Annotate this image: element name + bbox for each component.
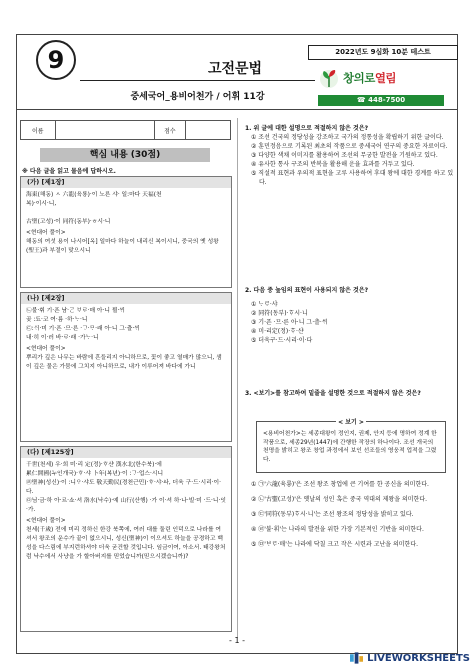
phone-banner: ☎ 448-7500 bbox=[318, 95, 444, 106]
brand-name bbox=[343, 70, 396, 86]
brand-name-b: 열림 bbox=[374, 71, 397, 85]
test-number: 9 bbox=[47, 46, 65, 74]
answer-choice[interactable]: ① ㉠'六龍(육룡)'은 조선 왕조 창업에 큰 기여를 한 공신을 의미한다. bbox=[251, 481, 429, 488]
note-label: <현대어 풀이> bbox=[26, 230, 66, 236]
answer-choice[interactable]: ⑤ ㉤'ᄇᆞᄅᆞ·매'는 나라에 닥칠 크고 작은 시련과 고난을 의미한다. bbox=[251, 541, 419, 548]
answer-choice[interactable]: ⑤ 더욱구·드·시리·이·다 bbox=[251, 337, 313, 344]
question-3-heading bbox=[245, 389, 457, 398]
answer-choice[interactable]: ④ 유사한 통사 구조의 반복을 활용해 운율 효과를 거두고 있다. bbox=[251, 161, 415, 168]
answer-choice[interactable]: ⑤ 직설적 표현과 우의적 표현을 고루 사용하여 후대 왕에 대한 경계를 하고 있다. bbox=[251, 170, 454, 186]
question-1-title: 1. 위 글에 대한 설명으로 적절하지 않은 것은? bbox=[245, 125, 369, 132]
bogi-text: <용비어천가>는 세종대왕이 정인지, 권제, 안지 등에 명하여 정계 한 작품으로, 세종29년(1447)에 간행한 작장의 하나이다. 조선 개국의 천명을 밝히고 왕조 창업 과정에서 보인 선조들의 영웅적 업적을 그렸다. bbox=[263, 431, 437, 463]
question-3-title: 3. <보기>를 참고하여 밑줄을 설명한 것으로 적절하지 않은 것은? bbox=[245, 390, 421, 397]
passage-line bbox=[26, 209, 226, 218]
answer-choice[interactable]: ④ 미·리定(정)·ᄒᆞ·샨 bbox=[251, 328, 304, 335]
title-divider bbox=[80, 80, 315, 81]
passage-na-heading: (나) [제2장] bbox=[21, 293, 231, 304]
passage-line: 내·히 이·러 바·ᄅᆞ·래 ·가ᄂᆞ·니 bbox=[26, 335, 99, 341]
note-label: <현대어 풀이> bbox=[26, 346, 66, 352]
answer-choice[interactable]: ① ᄂᆞᄅᆞ·샤 bbox=[251, 301, 278, 308]
question-2 bbox=[245, 286, 457, 345]
passage-line: 累仁開國(누인개국)·ᄒᆞ·샤 卜年(복년)·이 :ᄀᆞ·업스·시니 bbox=[26, 471, 164, 477]
passage-ga bbox=[20, 176, 232, 288]
passage-line: 복)·이시·니, bbox=[26, 201, 57, 207]
page-title: 고전문법 bbox=[207, 61, 263, 77]
modern-translation: 해동의 여섯 용이 나시어[옥] 일마다 하늘이 내리신 복이시니, 중국의 옛 성왕(聖王)과 부절이 맞으시니 bbox=[26, 239, 219, 254]
answer-choice[interactable]: ④ ㉣'불·휘'는 나라의 발전을 위한 가장 기본적인 기반을 의미한다. bbox=[251, 526, 424, 533]
passage-da-body bbox=[21, 458, 231, 565]
section-title: 핵심 내용 (30점) bbox=[40, 148, 210, 162]
brand-logo bbox=[318, 65, 444, 91]
passage-na bbox=[20, 292, 232, 442]
answer-choice[interactable]: ③ 기·픈 ·므·른 아·니 그·츨·ᄊᆡ bbox=[251, 319, 328, 326]
worksheet-logo-icon bbox=[350, 652, 363, 664]
instruction-text: ※ 다음 글을 읽고 물음에 답하시오. bbox=[22, 168, 116, 175]
passage-line: 古聖(고성)·이 同符(동부)·ㅎ시·니 bbox=[26, 219, 111, 225]
answer-choice[interactable]: ② 同符(동부)·ᄒᆞ시·니 bbox=[251, 310, 308, 317]
question-2-title: 2. 다음 중 높임의 표현이 사용되지 않은 것은? bbox=[245, 287, 369, 294]
passage-line: ㉣聖神(성신)·이 :니ᄋᆞ·샤도 敬天勤民(경천근민)·ᄒᆞ·샤·ᅀᅡ, 더욱 구·드·시리·이·다. bbox=[26, 480, 221, 495]
score-label: 점수 bbox=[155, 121, 186, 139]
passage-da-heading: (다) [제125장] bbox=[21, 447, 231, 458]
leaf-logo-icon bbox=[318, 67, 340, 89]
name-field[interactable] bbox=[56, 121, 156, 139]
passage-line: ㉤님·금·하 아·르·쇼·셔 洛水(낙수)·예 山行(산행) ·가 이·셔 하·나·빌·미 ·드·니·잇·가. bbox=[26, 498, 226, 513]
answer-choice[interactable]: ① 조선 건국의 정당성을 강조하고 국가의 정통성을 확립하기 위한 글이다. bbox=[251, 134, 444, 141]
bogi-box bbox=[256, 421, 446, 473]
passage-line: 海東(해동) ㅅ 六龍(육룡)·이 노른 샤· 일:마다 天福(천 bbox=[26, 192, 162, 198]
modern-translation: 천세(千歲) 전에 미리 정하신 한강 북쪽에, 여러 대를 둘린 인덕으로 나라를 여셔서 왕조의 운수가 끝이 없으시니, 성신(聖神)이 이으셔도 하늘을 공경하고 백성을 다스림에 부지런하셔야 더욱 굳건할 것입니다. 임금이여, 아소서. 태강왕처럼 낙수에서 사냥을 가 할아버지를 믿었습니까(믿으시겠습니까)? bbox=[26, 527, 226, 560]
name-label: 이름 bbox=[21, 121, 56, 139]
page-number: - 1 - bbox=[229, 636, 245, 645]
answer-choice[interactable]: ② ㉡'古聖(고성)'은 옛날의 성인 혹은 중국 역대의 제왕을 의미한다. bbox=[251, 496, 428, 503]
student-info-table bbox=[20, 120, 231, 140]
answer-choice[interactable]: ③ ㉢'同符(동부)ᄒᆞ시·니'는 조선 왕조의 정당성을 밝히고 있다. bbox=[251, 511, 414, 518]
brand-name-a: 창의로 bbox=[343, 71, 375, 85]
test-tag: 2022년도 9심화 10분 테스트 bbox=[308, 45, 458, 60]
passage-line: ㉢:ᄉᆡ·미 기·픈 ·므·른 ·ᄀᆞ·ᄆᆞ·래 아·니 그·츨·ᄊᆡ bbox=[26, 326, 140, 332]
answer-choice[interactable]: ② 훈민정음으로 기록된 최초의 작품으로 중세국어 연구의 중요한 자료이다. bbox=[251, 143, 448, 150]
passage-line: ㉡불·휘 기·픈 남·ᄀᆞᆫ ᄇᆞᄅᆞ·매 아·니 뮐·ᄊᆡ bbox=[26, 308, 125, 314]
watermark-text: LIVEWORKSHEETS bbox=[367, 652, 470, 664]
page-subtitle: 중세국어_용비어천가 / 어휘 11강 bbox=[130, 92, 265, 102]
passage-line: 千世(천세) 우·희 미·리 定(정)·ᄒᆞ샨 漢水北(한수북)·에 bbox=[26, 462, 162, 468]
passage-ga-heading: (가) [제1장] bbox=[21, 177, 231, 188]
question-3-choices bbox=[245, 480, 457, 549]
watermark bbox=[350, 650, 470, 666]
passage-da bbox=[20, 446, 232, 632]
bogi-label: < 보기 > bbox=[336, 417, 366, 426]
answer-choice[interactable]: ③ 다양한 색채 이미지를 활용하여 조선의 무궁한 발전을 기원하고 있다. bbox=[251, 152, 438, 159]
column-divider bbox=[237, 118, 238, 638]
passage-line: 곶 :됴·코 여·름 ·하·ᄂᆞ·니 bbox=[26, 317, 88, 323]
test-number-badge bbox=[36, 40, 76, 80]
note-label: <현대어 풀이> bbox=[26, 518, 66, 524]
passage-ga-body bbox=[21, 188, 231, 259]
modern-translation: 뿌리가 깊은 나무는 바람에 흔들리지 아니하므로, 꽃이 좋고 열매가 많으니, 샘이 깊은 물은 가뭄에 그치지 아니하므로, 내가 이루어져 바다에 가니 bbox=[26, 355, 222, 370]
score-field[interactable] bbox=[186, 121, 230, 139]
question-1 bbox=[245, 124, 457, 187]
passage-na-body bbox=[21, 304, 231, 375]
